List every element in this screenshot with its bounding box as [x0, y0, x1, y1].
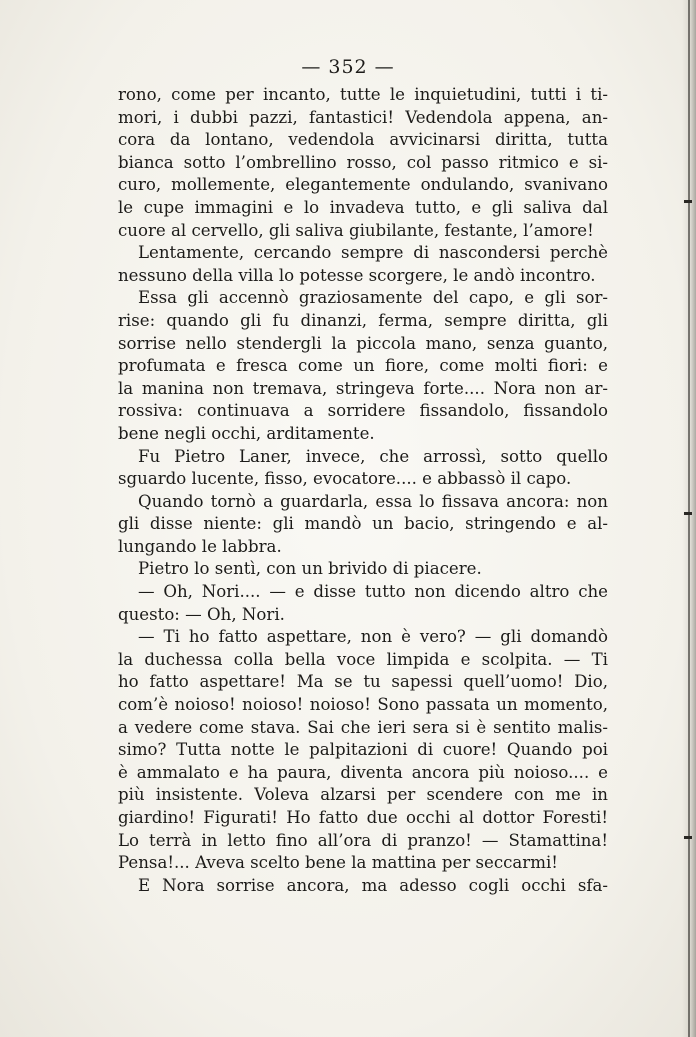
text-line: — Oh, Nori.... — e disse tutto non dicendo altro che — [138, 582, 608, 602]
text-line: Quando tornò a guardarla, essa lo fissava ancora: non — [138, 491, 608, 511]
text-line: Lentamente, cercando sempre di nascondersi perchè — [138, 243, 608, 263]
text-line: Essa gli accennò graziosamente del capo, e gli sor- — [138, 288, 608, 308]
text-line: sguardo lucente, fisso, evocatore.... e abbassò il capo. — [118, 469, 572, 489]
edge-mark — [684, 512, 692, 515]
body-text — [118, 84, 608, 897]
text-line: bianca sotto l’ombrellino rosso, col passo ritmico e si- — [118, 152, 608, 172]
text-line: com’è noioso! noioso! noioso! Sono passata un momento, — [118, 695, 608, 715]
text-line: più insistente. Voleva alzarsi per scendere con me in — [118, 785, 608, 805]
text-line: a vedere come stava. Sai che ieri sera si è sentito malis- — [118, 717, 608, 737]
text-line: rono, come per incanto, tutte le inquietudini, tutti i ti- — [118, 85, 608, 104]
text-line: mori, i dubbi pazzi, fantastici! Vedendola appena, an- — [118, 107, 608, 127]
text-line: Lo terrà in letto fino all’ora di pranzo! — Stamattina! — [118, 830, 608, 850]
text-line: Pietro lo sentì, con un brivido di piacere. — [138, 559, 482, 579]
text-line: è ammalato e ha paura, diventa ancora più noioso.... e — [118, 762, 608, 782]
text-line: simo? Tutta notte le palpitazioni di cuore! Quando poi — [118, 740, 608, 760]
text-line: questo: — Oh, Nori. — [118, 604, 285, 624]
text-line: la duchessa colla bella voce limpida e scolpita. — Ti — [118, 649, 608, 669]
text-line: curo, mollemente, elegantemente ondulando, svanivano — [118, 175, 608, 195]
text-line: la manina non tremava, stringeva forte.... Nora non ar- — [118, 378, 608, 398]
page-edge-line — [688, 0, 690, 1037]
text-line: sorrise nello stendergli la piccola mano, senza guanto, — [118, 333, 608, 353]
text-line: — Ti ho fatto aspettare, non è vero? — gli domandò — [138, 627, 608, 647]
text-line: rise: quando gli fu dinanzi, ferma, sempre diritta, gli — [118, 310, 608, 330]
text-line: lungando le labbra. — [118, 536, 282, 556]
text-line: nessuno della villa lo potesse scorgere, le andò incontro. — [118, 265, 596, 285]
text-line: gli disse niente: gli mandò un bacio, stringendo e al- — [118, 514, 608, 534]
text-line: bene negli occhi, arditamente. — [118, 423, 375, 443]
edge-mark — [684, 200, 692, 203]
text-line: le cupe immagini e lo invadeva tutto, e gli saliva dal — [118, 197, 608, 217]
text-line: Pensa!... Aveva scelto bene la mattina per seccarmi! — [118, 853, 558, 873]
edge-mark — [684, 836, 692, 839]
text-line: cora da lontano, vedendola avvicinarsi diritta, tutta — [118, 130, 608, 150]
text-line: profumata e fresca come un fiore, come molti fiori: e — [118, 356, 608, 376]
text-line: ho fatto aspettare! Ma se tu sapessi quell’uomo! Dio, — [118, 672, 608, 692]
text-line: E Nora sorrise ancora, ma adesso cogli occhi sfa- — [138, 875, 608, 895]
text-line: giardino! Figurati! Ho fatto due occhi al dottor Foresti! — [118, 808, 608, 827]
text-line: cuore al cervello, gli saliva giubilante, festante, l’amore! — [118, 220, 594, 240]
text-line: rossiva: continuava a sorridere fissandolo, fissandolo — [118, 401, 608, 421]
page-number: — 352 — — [301, 56, 395, 78]
text-line: Fu Pietro Laner, invece, che arrossì, sotto quello — [138, 446, 608, 466]
